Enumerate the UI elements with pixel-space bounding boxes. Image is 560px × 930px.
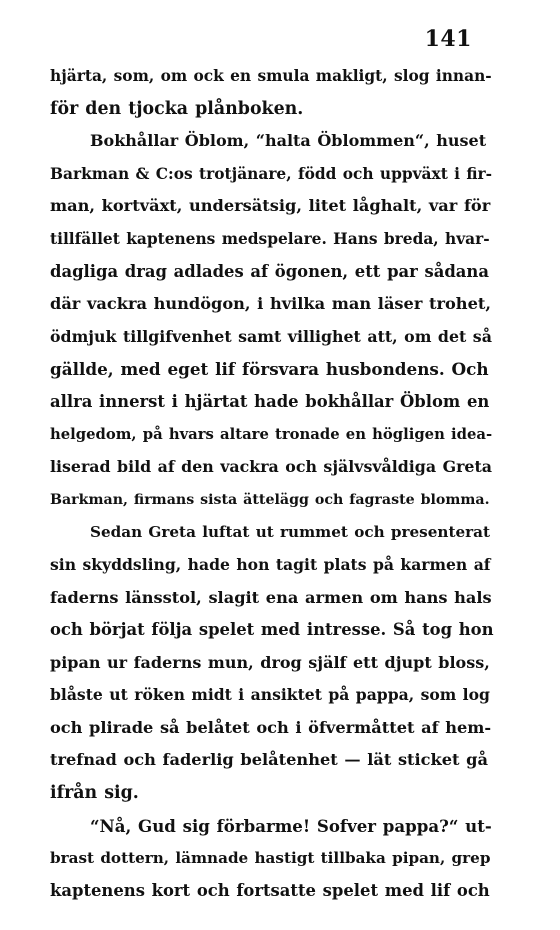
page-number: 141 bbox=[424, 26, 472, 52]
text-line: och börjat följa spelet med intresse. Så tog hon bbox=[50, 620, 494, 640]
text-line: pipan ur faderns mun, drog själf ett djupt bloss, bbox=[50, 652, 490, 672]
text-line: tillfället kaptenens medspelare. Hans breda, hvar- bbox=[50, 229, 490, 248]
body-text bbox=[50, 60, 494, 907]
text-line: och plirade så belåtet och i öfvermåttet af hem- bbox=[50, 717, 492, 737]
text-line: för den tjocka plånboken. bbox=[50, 98, 304, 119]
text-line: ödmjuk tillgifvenhet samt villighet att, om det så bbox=[50, 326, 492, 346]
text-line: brast dottern, lämnade hastigt tillbaka pipan, grep bbox=[50, 849, 491, 868]
text-line: gällde, med eget lif försvara husbondens. Och bbox=[50, 359, 489, 380]
text-line: man, kortväxt, undersätsig, litet låghalt, var för bbox=[50, 196, 491, 216]
text-line: Barkman & C:os trotjänare, född och uppväxt i fir- bbox=[50, 164, 493, 183]
text-line: ifrån sig. bbox=[50, 783, 139, 804]
text-line: allra innerst i hjärtat hade bokhållar Öblom en bbox=[50, 391, 490, 411]
text-line: sin skyddsling, hade hon tagit plats på karmen af bbox=[50, 554, 491, 574]
text-line: dagliga drag adlades af ögonen, ett par sådana bbox=[50, 261, 489, 281]
text-line: Sedan Greta luftat ut rummet och presenterat bbox=[90, 523, 490, 542]
text-line: Barkman, firmans sista ättelägg och fagraste blomma. bbox=[50, 491, 490, 508]
text-line: liserad bild af den vackra och självsvåldiga Greta bbox=[50, 457, 492, 477]
text-line: trefnad och faderlig belåtenhet — lät sticket gå bbox=[50, 750, 488, 770]
text-line: “Nå, Gud sig förbarme! Sofver pappa?“ ut- bbox=[90, 815, 492, 836]
text-line: blåste ut röken midt i ansiktet på pappa, som log bbox=[50, 685, 490, 705]
text-line: Bokhållar Öblom, “halta Öblommen“, huset bbox=[90, 131, 487, 151]
text-line: kaptenens kort och fortsatte spelet med lif och bbox=[50, 880, 490, 900]
text-line: där vackra hundögon, i hvilka man läser trohet, bbox=[50, 294, 491, 314]
text-line: helgedom, på hvars altare tronade en högligen idea- bbox=[50, 425, 493, 443]
text-line: faderns länsstol, slagit ena armen om hans hals bbox=[50, 587, 492, 607]
text-line: hjärta, som, om ock en smula makligt, slog innan- bbox=[50, 67, 492, 85]
